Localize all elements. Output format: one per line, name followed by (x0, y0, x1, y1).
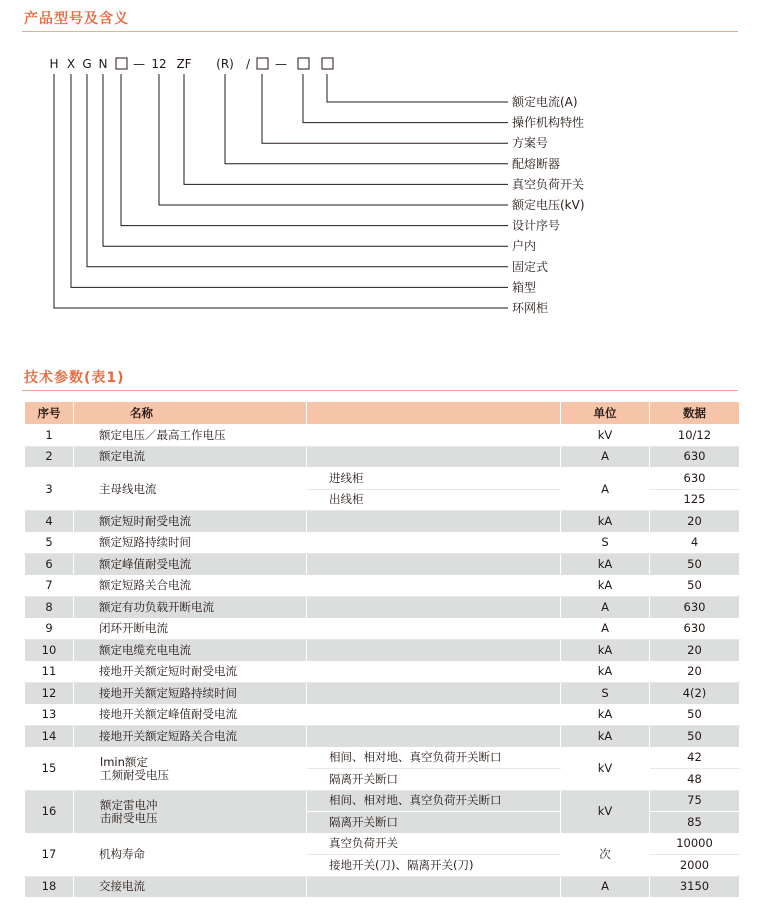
row-unit: 次 (561, 833, 650, 876)
model-code-diagram (0, 0, 760, 330)
row-no: 10 (25, 640, 74, 662)
row-no: 4 (25, 511, 74, 533)
row-unit: kV (561, 790, 650, 833)
header-blank (307, 402, 561, 425)
code-char: H (49, 57, 59, 71)
row-name: 额定有功负载开断电流 (74, 597, 307, 619)
leader-line (54, 74, 508, 308)
row-no: 12 (25, 683, 74, 705)
row-value: 4 (650, 532, 740, 554)
meaning-label: 操作机构特性 (512, 115, 585, 130)
row-unit: kA (561, 661, 650, 683)
table-row (25, 597, 740, 619)
row-no: 16 (25, 790, 74, 833)
row-unit: kV (561, 425, 650, 447)
row-unit: S (561, 532, 650, 554)
meaning-label: 额定电压(kV) (512, 198, 585, 212)
row-unit: kA (561, 640, 650, 662)
model-section-title: 产品型号及含义 (24, 11, 129, 27)
row-unit: kA (561, 704, 650, 726)
row-name: 额定短路持续时间 (74, 532, 307, 554)
header-value: 数据 (650, 402, 740, 425)
row-no: 6 (25, 554, 74, 576)
row-sub: 相间、相对地、真空负荷开关断口 (307, 747, 561, 769)
row-name: 机构寿命 (74, 833, 307, 876)
row-sub: 接地开关(刀)、隔离开关(刀) (307, 855, 561, 877)
row-value: 20 (650, 511, 740, 533)
row-name: 额定雷电冲 击耐受电压 (74, 790, 307, 833)
row-sub: 隔离开关断口 (307, 812, 561, 834)
row-sub: 真空负荷开关 (307, 833, 561, 855)
row-value: 3150 (650, 876, 740, 898)
row-name: 接地开关额定短时耐受电流 (74, 661, 307, 683)
row-no: 5 (25, 532, 74, 554)
table-row (25, 661, 740, 683)
row-unit: S (561, 683, 650, 705)
row-no: 9 (25, 618, 74, 640)
code-char: ZF (176, 57, 192, 71)
code-char: — (275, 57, 287, 71)
row-no: 13 (25, 704, 74, 726)
row-value: 42 (650, 747, 740, 769)
table-row (25, 532, 740, 554)
row-value: 20 (650, 661, 740, 683)
row-sub (307, 446, 561, 468)
row-sub (307, 575, 561, 597)
row-no: 8 (25, 597, 74, 619)
row-value: 4(2) (650, 683, 740, 705)
meaning-label: 设计序号 (512, 218, 561, 233)
row-name: 接地开关额定短路持续时间 (74, 683, 307, 705)
row-unit: kA (561, 726, 650, 748)
code-box (322, 58, 333, 69)
leader-line (121, 74, 508, 226)
leader-line (225, 74, 508, 164)
code-char: N (98, 57, 108, 71)
header-unit: 单位 (561, 402, 650, 425)
leader-line (184, 74, 508, 184)
row-sub: 相间、相对地、真空负荷开关断口 (307, 790, 561, 812)
row-name: 闭环开断电流 (74, 618, 307, 640)
technical-parameters-table (24, 401, 740, 898)
row-sub: 出线柜 (307, 489, 561, 511)
header-no: 序号 (25, 402, 74, 425)
row-sub (307, 532, 561, 554)
meaning-label: 配熔断器 (512, 156, 561, 171)
row-value: 48 (650, 769, 740, 791)
row-no: 18 (25, 876, 74, 898)
row-sub (307, 704, 561, 726)
row-no: 17 (25, 833, 74, 876)
table-row (25, 468, 740, 490)
code-char: — (133, 57, 145, 71)
row-sub (307, 618, 561, 640)
row-sub: 进线柜 (307, 468, 561, 490)
row-no: 7 (25, 575, 74, 597)
code-char: G (82, 57, 92, 71)
code-box (116, 58, 127, 69)
leader-line (71, 74, 508, 287)
row-unit: kA (561, 554, 650, 576)
row-no: 3 (25, 468, 74, 511)
row-value: 630 (650, 618, 740, 640)
row-no: 1 (25, 425, 74, 447)
row-sub (307, 554, 561, 576)
row-value: 125 (650, 489, 740, 511)
row-name: 额定电压／最高工作电压 (74, 425, 307, 447)
row-sub (307, 876, 561, 898)
row-name: 主母线电流 (74, 468, 307, 511)
leader-line (103, 74, 508, 246)
row-no: 15 (25, 747, 74, 790)
code-box (257, 58, 268, 69)
meaning-label: 箱型 (512, 280, 537, 295)
meaning-label: 方案号 (512, 136, 549, 151)
table-row (25, 618, 740, 640)
table-row (25, 833, 740, 855)
table-row (25, 683, 740, 705)
row-unit: A (561, 446, 650, 468)
row-sub: 隔离开关断口 (307, 769, 561, 791)
row-value: 50 (650, 704, 740, 726)
row-name: 接地开关额定短路关合电流 (74, 726, 307, 748)
row-unit: kV (561, 747, 650, 790)
table-row (25, 554, 740, 576)
params-section-divider (22, 390, 738, 391)
table-row (25, 425, 740, 447)
row-no: 2 (25, 446, 74, 468)
row-name: 交接电流 (74, 876, 307, 898)
leader-line (327, 74, 508, 102)
table-row (25, 446, 740, 468)
row-unit: A (561, 597, 650, 619)
row-sub (307, 683, 561, 705)
code-char: (R) (216, 57, 234, 71)
row-value: 630 (650, 468, 740, 490)
meaning-label: 额定电流(A) (512, 95, 578, 109)
row-value: 75 (650, 790, 740, 812)
row-sub (307, 640, 561, 662)
row-sub (307, 597, 561, 619)
row-value: 20 (650, 640, 740, 662)
row-sub (307, 661, 561, 683)
row-unit: kA (561, 575, 650, 597)
row-name: 额定电流 (74, 446, 307, 468)
row-name: 额定峰值耐受电流 (74, 554, 307, 576)
meaning-label: 环网柜 (512, 301, 549, 315)
row-value: 50 (650, 726, 740, 748)
row-name: 额定短时耐受电流 (74, 511, 307, 533)
meaning-label: 户内 (512, 239, 537, 254)
leader-line (262, 74, 508, 143)
row-unit: A (561, 876, 650, 898)
table-row (25, 726, 740, 748)
leader-line (303, 74, 508, 123)
row-value: 50 (650, 575, 740, 597)
row-name: 额定短路关合电流 (74, 575, 307, 597)
row-value: 630 (650, 446, 740, 468)
header-name: 名称 (74, 402, 307, 425)
params-section-title: 技术参数(表1) (24, 370, 125, 386)
table-row (25, 575, 740, 597)
row-name: 额定电缆充电电流 (74, 640, 307, 662)
row-value: 10/12 (650, 425, 740, 447)
table-row (25, 790, 740, 812)
row-unit: A (561, 468, 650, 511)
code-char: X (66, 57, 76, 71)
row-sub (307, 726, 561, 748)
row-name: lmin额定 工频耐受电压 (74, 747, 307, 790)
code-char: / (245, 57, 251, 71)
leader-line (87, 74, 508, 267)
table-row (25, 704, 740, 726)
table-row (25, 876, 740, 898)
row-unit: kA (561, 511, 650, 533)
table-row (25, 640, 740, 662)
code-box (298, 58, 309, 69)
table-row (25, 511, 740, 533)
table-row (25, 747, 740, 769)
row-sub (307, 511, 561, 533)
code-char: 12 (151, 57, 167, 71)
meaning-label: 真空负荷开关 (512, 177, 585, 192)
row-no: 14 (25, 726, 74, 748)
row-value: 50 (650, 554, 740, 576)
row-name: 接地开关额定峰值耐受电流 (74, 704, 307, 726)
row-value: 630 (650, 597, 740, 619)
meaning-label: 固定式 (512, 259, 549, 274)
row-value: 85 (650, 812, 740, 834)
row-no: 11 (25, 661, 74, 683)
row-value: 10000 (650, 833, 740, 855)
row-unit: A (561, 618, 650, 640)
row-value: 2000 (650, 855, 740, 877)
row-sub (307, 425, 561, 447)
leader-line (159, 74, 508, 205)
